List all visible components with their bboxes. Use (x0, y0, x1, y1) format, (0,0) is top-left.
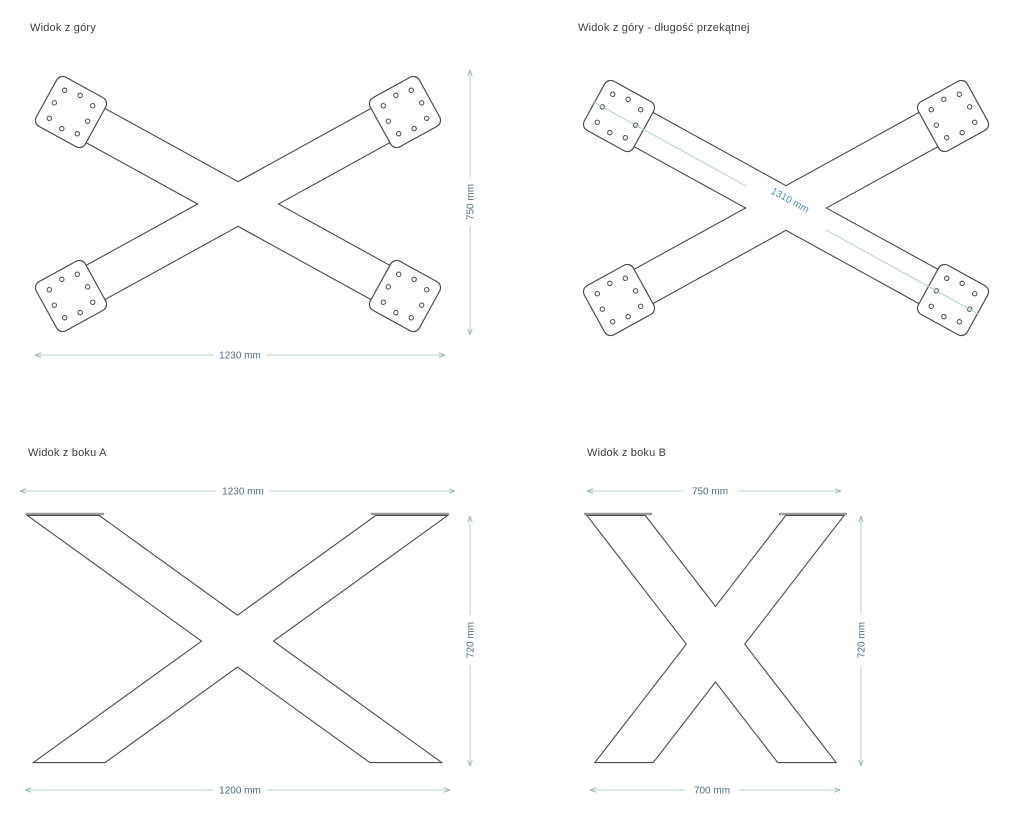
x-frame (29, 516, 446, 762)
x-frame (610, 99, 962, 316)
dim-label-top-height: 750 mm (465, 183, 477, 221)
side-view-b-drawing (584, 514, 847, 762)
dim-label-side-b-height: 720 mm (856, 621, 868, 659)
dim-label-diagonal: 1310 mm (768, 185, 811, 216)
dim-label-side-a-top: 1230 mm (222, 486, 264, 498)
view-title-top: Widok z góry (30, 22, 96, 34)
dim-label-side-b-bottom: 700 mm (693, 785, 731, 797)
view-title-side-a: Widok z boku A (28, 447, 107, 459)
dim-label-side-a-height: 720 mm (465, 621, 477, 659)
dim-label-top-width: 1230 mm (219, 350, 261, 362)
top-view-diagonal-drawing (581, 78, 991, 338)
side-view-a-drawing (26, 514, 449, 762)
dim-label-side-b-top: 750 mm (691, 486, 729, 498)
x-frame (62, 95, 414, 312)
dim-label-side-a-bottom: 1200 mm (219, 785, 261, 797)
top-view-drawing (33, 74, 443, 334)
view-title-side-b: Widok z boku B (587, 447, 667, 459)
view-title-top-diagonal: Widok z góry - długość przekątnej (578, 22, 750, 34)
x-frame (588, 516, 843, 762)
